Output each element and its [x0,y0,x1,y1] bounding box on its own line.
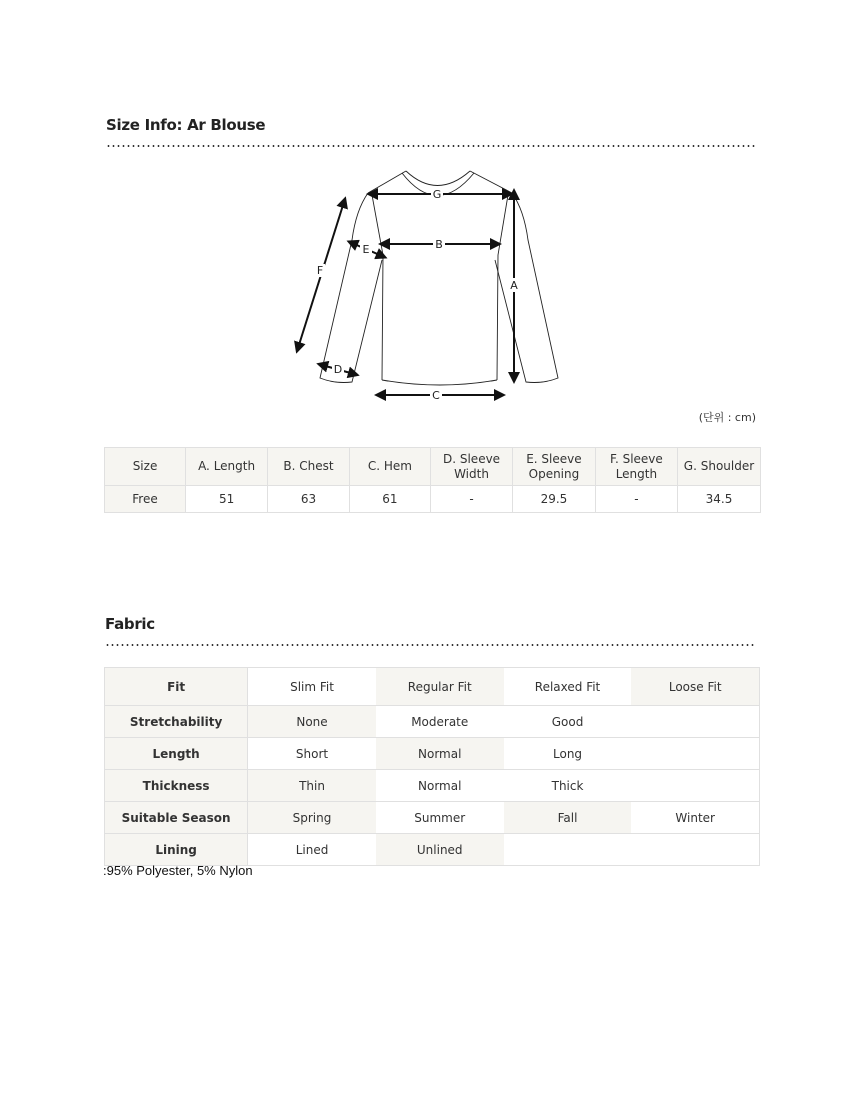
label-d: D [333,363,343,376]
label-a: A [510,279,518,292]
header-sleeve-width: D. Sleeve Width [431,448,513,486]
cell-size: Free [105,486,186,513]
fabric-row-length [105,738,760,770]
row-label: Suitable Season [105,802,248,834]
row-label: Fit [105,668,248,706]
option-cell: Summer [376,802,504,834]
option-cell: Winter [631,802,759,834]
option-cell: Slim Fit [248,668,376,706]
option-cell: Relaxed Fit [504,668,632,706]
fabric-row-lining [105,834,760,866]
option-cell-selected: None [248,706,376,738]
label-g: G [432,188,442,201]
header-sleeve-length: F. Sleeve Length [595,448,677,486]
row-label: Lining [105,834,248,866]
fabric-title: Fabric [105,615,155,633]
header-size: Size [105,448,186,486]
cell-sleeve-length: - [595,486,677,513]
option-cell: Long [504,738,632,770]
fabric-row-season [105,802,760,834]
label-f: F [316,264,324,277]
cell-chest: 63 [268,486,350,513]
header-hem: C. Hem [349,448,430,486]
dotted-divider [105,644,755,646]
dotted-divider [106,145,756,147]
header-sleeve-opening: E. Sleeve Opening [513,448,596,486]
option-cell [504,834,632,866]
fabric-row-thickness [105,770,760,802]
fabric-table [104,667,760,866]
option-cell [631,834,759,866]
size-info-title: Size Info: Ar Blouse [106,116,266,134]
cell-hem: 61 [349,486,430,513]
option-cell: Good [504,706,632,738]
option-cell-selected: Spring [248,802,376,834]
option-cell-selected: Fall [504,802,632,834]
header-shoulder: G. Shoulder [677,448,760,486]
label-c: C [432,389,440,402]
option-cell-selected: Thin [248,770,376,802]
header-length: A. Length [186,448,268,486]
blouse-measurement-diagram [290,160,570,410]
size-table [104,447,761,513]
label-e: E [362,243,370,256]
cell-sleeve-width: - [431,486,513,513]
fabric-row-stretchability [105,706,760,738]
option-cell-selected: Regular Fit [376,668,504,706]
cell-sleeve-opening: 29.5 [513,486,596,513]
option-cell-selected: Normal [376,738,504,770]
table-row [105,486,761,513]
size-table-header [105,448,761,486]
option-cell: Normal [376,770,504,802]
row-label: Stretchability [105,706,248,738]
option-cell: Lined [248,834,376,866]
label-b: B [435,238,443,251]
fabric-row-fit [105,668,760,706]
header-chest: B. Chest [268,448,350,486]
option-cell [631,770,759,802]
option-cell: Thick [504,770,632,802]
option-cell [631,738,759,770]
cell-length: 51 [186,486,268,513]
option-cell-selected: Unlined [376,834,504,866]
fabric-composition: :95% Polyester, 5% Nylon [103,863,253,878]
unit-note: (단위 : cm) [698,411,756,424]
row-label: Thickness [105,770,248,802]
option-cell [631,706,759,738]
cell-shoulder: 34.5 [677,486,760,513]
option-cell: Moderate [376,706,504,738]
option-cell-selected: Loose Fit [631,668,759,706]
row-label: Length [105,738,248,770]
option-cell: Short [248,738,376,770]
